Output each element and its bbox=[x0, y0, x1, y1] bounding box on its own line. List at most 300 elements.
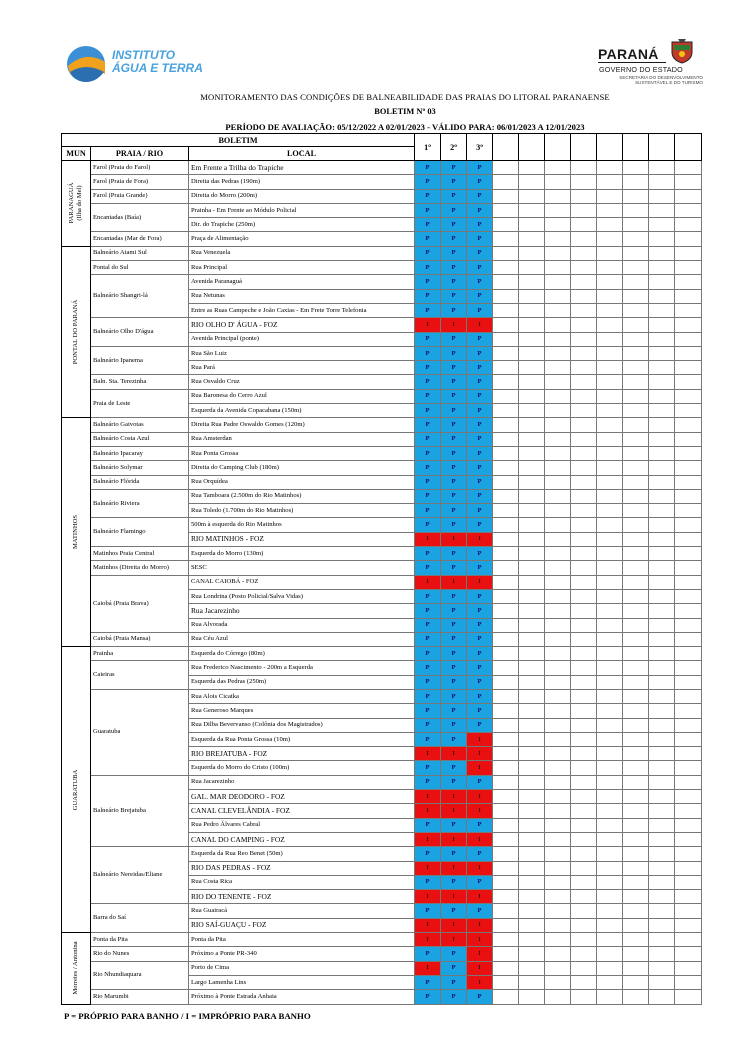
result-cell: P bbox=[415, 675, 441, 689]
empty-cell bbox=[675, 732, 702, 746]
result-cell: P bbox=[441, 332, 467, 346]
empty-cell bbox=[545, 875, 571, 889]
empty-cell bbox=[675, 861, 702, 875]
empty-cell bbox=[675, 432, 702, 446]
empty-cell bbox=[597, 346, 623, 360]
empty-cell bbox=[675, 832, 702, 846]
location-name: Rua Frederico Nascimento - 200m a Esquerda bbox=[189, 661, 415, 675]
result-cell: P bbox=[415, 704, 441, 718]
empty-cell bbox=[675, 475, 702, 489]
empty-cell bbox=[649, 832, 675, 846]
empty-cell bbox=[519, 246, 545, 260]
empty-cell bbox=[493, 661, 519, 675]
empty-cell bbox=[597, 632, 623, 646]
empty-cell bbox=[597, 275, 623, 289]
empty-cell bbox=[493, 947, 519, 961]
result-cell: P bbox=[441, 947, 467, 961]
empty-cell bbox=[623, 575, 649, 589]
empty-cell bbox=[493, 289, 519, 303]
empty-cell bbox=[493, 790, 519, 804]
empty-cell bbox=[493, 303, 519, 317]
location-name: CANAL DO CAMPING - FOZ bbox=[189, 832, 415, 846]
result-cell: I bbox=[467, 961, 493, 975]
location-name: Rua Venezuela bbox=[189, 246, 415, 260]
empty-cell bbox=[649, 604, 675, 618]
empty-cell bbox=[675, 446, 702, 460]
empty-cell bbox=[493, 904, 519, 918]
result-cell: P bbox=[415, 661, 441, 675]
empty-cell bbox=[623, 432, 649, 446]
empty-cell bbox=[519, 504, 545, 518]
empty-cell bbox=[649, 389, 675, 403]
beach-name: Rio do Nunes bbox=[91, 947, 189, 961]
empty-cell bbox=[649, 732, 675, 746]
result-cell: P bbox=[467, 518, 493, 532]
result-cell: P bbox=[415, 175, 441, 189]
empty-cell bbox=[571, 933, 597, 947]
legend: P = PRÓPRIO PARA BANHO / I = IMPRÓPRIO PARA BANHO bbox=[64, 1011, 311, 1021]
beach-name: Farol (Praia de Fora) bbox=[91, 175, 189, 189]
result-cell: I bbox=[441, 918, 467, 932]
empty-cell bbox=[519, 275, 545, 289]
empty-cell bbox=[597, 518, 623, 532]
location-name: Prainha - Em Frente ao Módulo Policial bbox=[189, 203, 415, 217]
result-cell: P bbox=[467, 346, 493, 360]
empty-cell bbox=[571, 547, 597, 561]
empty-cell bbox=[545, 218, 571, 232]
empty-cell bbox=[571, 218, 597, 232]
result-cell: I bbox=[467, 832, 493, 846]
result-cell: P bbox=[441, 432, 467, 446]
result-cell: P bbox=[441, 975, 467, 989]
empty-cell bbox=[493, 975, 519, 989]
empty-cell bbox=[675, 547, 702, 561]
empty-cell bbox=[623, 804, 649, 818]
empty-cell bbox=[623, 561, 649, 575]
result-cell: P bbox=[415, 261, 441, 275]
result-cell: I bbox=[415, 890, 441, 904]
empty-cell bbox=[623, 489, 649, 503]
parana-logo-divider bbox=[598, 62, 666, 63]
empty-cell bbox=[597, 890, 623, 904]
empty-cell bbox=[675, 761, 702, 775]
empty-cell bbox=[571, 718, 597, 732]
empty-cell bbox=[623, 718, 649, 732]
result-cell: I bbox=[441, 804, 467, 818]
empty-cell bbox=[623, 818, 649, 832]
result-cell: P bbox=[441, 346, 467, 360]
empty-cell bbox=[649, 303, 675, 317]
result-cell: P bbox=[441, 389, 467, 403]
empty-cell bbox=[571, 289, 597, 303]
empty-cell bbox=[623, 890, 649, 904]
empty-cell bbox=[649, 375, 675, 389]
empty-cell bbox=[519, 461, 545, 475]
result-cell: P bbox=[441, 647, 467, 661]
empty-cell bbox=[623, 504, 649, 518]
empty-cell bbox=[545, 361, 571, 375]
municipality-name: PONTAL DO PARANÁ bbox=[72, 299, 79, 365]
location-name: RIO MATINHOS - FOZ bbox=[189, 532, 415, 546]
empty-cell bbox=[493, 918, 519, 932]
iat-logo-line1: INSTITUTO bbox=[112, 48, 176, 62]
empty-cell bbox=[545, 489, 571, 503]
beach-name: Matinhos (Direita do Morro) bbox=[91, 561, 189, 575]
result-cell: P bbox=[467, 246, 493, 260]
empty-cell bbox=[675, 375, 702, 389]
table-row bbox=[62, 246, 702, 260]
result-cell: P bbox=[441, 161, 467, 175]
empty-cell bbox=[545, 732, 571, 746]
empty-cell bbox=[571, 418, 597, 432]
empty-cell bbox=[493, 575, 519, 589]
empty-cell bbox=[675, 661, 702, 675]
empty-cell bbox=[571, 904, 597, 918]
result-cell: P bbox=[415, 275, 441, 289]
result-cell: P bbox=[415, 775, 441, 789]
empty-cell bbox=[493, 832, 519, 846]
municipality-name: Morretes / Antonina bbox=[72, 941, 79, 995]
empty-cell bbox=[519, 661, 545, 675]
iat-logo bbox=[66, 40, 206, 84]
result-cell: P bbox=[441, 518, 467, 532]
parana-name: PARANÁ bbox=[598, 46, 659, 62]
location-name: Rua Alvorada bbox=[189, 618, 415, 632]
municipality-name: PARANAGUÁ (Ilha do Mel) bbox=[68, 182, 83, 224]
empty-cell bbox=[675, 718, 702, 732]
result-cell: P bbox=[415, 604, 441, 618]
empty-cell bbox=[675, 532, 702, 546]
empty-cell bbox=[571, 632, 597, 646]
location-name: CANAL CAIOBÁ - FOZ bbox=[189, 575, 415, 589]
empty-cell bbox=[649, 518, 675, 532]
beach-name: Caiobá (Praia Brava) bbox=[91, 575, 189, 632]
location-name: GAL. MAR DEODORO - FOZ bbox=[189, 790, 415, 804]
location-name: RIO SAÍ-GUAÇU - FOZ bbox=[189, 918, 415, 932]
empty-cell bbox=[675, 890, 702, 904]
empty-cell bbox=[597, 504, 623, 518]
result-cell: P bbox=[467, 446, 493, 460]
empty-col bbox=[649, 134, 675, 161]
empty-cell bbox=[597, 604, 623, 618]
empty-cell bbox=[493, 275, 519, 289]
location-name: Largo Lamenha Lins bbox=[189, 975, 415, 989]
result-cell: I bbox=[415, 804, 441, 818]
result-cell: P bbox=[467, 389, 493, 403]
empty-cell bbox=[623, 289, 649, 303]
document-title: MONITORAMENTO DAS CONDIÇÕES DE BALNEABILIDADE DAS PRAIAS DO LITORAL PARANAENSE bbox=[200, 92, 610, 102]
empty-cell bbox=[623, 203, 649, 217]
beach-name: Guaratuba bbox=[91, 689, 189, 775]
empty-cell bbox=[493, 418, 519, 432]
empty-cell bbox=[597, 203, 623, 217]
empty-cell bbox=[597, 246, 623, 260]
empty-cell bbox=[597, 404, 623, 418]
empty-cell bbox=[545, 675, 571, 689]
empty-cell bbox=[597, 432, 623, 446]
result-cell: P bbox=[441, 661, 467, 675]
empty-cell bbox=[493, 489, 519, 503]
result-cell: I bbox=[415, 933, 441, 947]
empty-cell bbox=[519, 161, 545, 175]
beach-name: Matinhos Praia Central bbox=[91, 547, 189, 561]
table-row bbox=[62, 547, 702, 561]
empty-cell bbox=[623, 246, 649, 260]
empty-cell bbox=[649, 589, 675, 603]
empty-cell bbox=[519, 747, 545, 761]
empty-cell bbox=[545, 790, 571, 804]
empty-cell bbox=[545, 618, 571, 632]
empty-cell bbox=[545, 561, 571, 575]
empty-cell bbox=[675, 461, 702, 475]
location-name: Avenida Paranaguá bbox=[189, 275, 415, 289]
empty-cell bbox=[545, 718, 571, 732]
empty-cell bbox=[571, 818, 597, 832]
empty-cell bbox=[623, 875, 649, 889]
empty-cell bbox=[571, 647, 597, 661]
result-cell: P bbox=[467, 547, 493, 561]
result-cell: I bbox=[467, 933, 493, 947]
empty-cell bbox=[571, 375, 597, 389]
empty-cell bbox=[675, 318, 702, 332]
mun-header: MUN bbox=[62, 147, 91, 161]
empty-cell bbox=[597, 661, 623, 675]
empty-cell bbox=[545, 832, 571, 846]
beach-name: Balneário Flamingo bbox=[91, 518, 189, 547]
empty-cell bbox=[493, 718, 519, 732]
table-row bbox=[62, 647, 702, 661]
empty-cell bbox=[571, 732, 597, 746]
parana-gov-logo bbox=[598, 38, 704, 94]
empty-cell bbox=[675, 604, 702, 618]
empty-cell bbox=[597, 804, 623, 818]
empty-cell bbox=[597, 489, 623, 503]
location-name: Rua Guairacá bbox=[189, 904, 415, 918]
empty-cell bbox=[597, 189, 623, 203]
empty-cell bbox=[519, 890, 545, 904]
municipality-cell bbox=[62, 933, 91, 1004]
empty-cell bbox=[597, 589, 623, 603]
municipality-cell bbox=[62, 418, 91, 647]
empty-cell bbox=[545, 632, 571, 646]
empty-cell bbox=[649, 361, 675, 375]
empty-cell bbox=[571, 875, 597, 889]
empty-cell bbox=[519, 175, 545, 189]
evaluation-period: PERÍODO DE AVALIAÇÃO: 05/12/2022 A 02/01/2023 - VÁLIDO PARA: 06/01/2023 A 12/01/2023 bbox=[225, 122, 585, 132]
result-cell: I bbox=[441, 318, 467, 332]
empty-cell bbox=[597, 961, 623, 975]
empty-cell bbox=[649, 904, 675, 918]
table-row bbox=[62, 175, 702, 189]
result-cell: I bbox=[441, 890, 467, 904]
parana-coat-of-arms-icon bbox=[668, 38, 696, 64]
location-name: RIO DO TENENTE - FOZ bbox=[189, 890, 415, 904]
empty-cell bbox=[545, 904, 571, 918]
empty-col bbox=[571, 134, 597, 161]
empty-cell bbox=[519, 547, 545, 561]
empty-cell bbox=[675, 904, 702, 918]
empty-cell bbox=[649, 418, 675, 432]
result-cell: I bbox=[415, 790, 441, 804]
empty-cell bbox=[597, 904, 623, 918]
empty-cell bbox=[571, 747, 597, 761]
result-cell: P bbox=[415, 761, 441, 775]
empty-cell bbox=[545, 575, 571, 589]
empty-cell bbox=[519, 432, 545, 446]
empty-cell bbox=[545, 475, 571, 489]
location-name: Ponta da Pita bbox=[189, 933, 415, 947]
beach-name: Balneário Nereidas/Eliane bbox=[91, 847, 189, 904]
empty-cell bbox=[545, 761, 571, 775]
empty-cell bbox=[623, 604, 649, 618]
table-row bbox=[62, 561, 702, 575]
empty-cell bbox=[545, 246, 571, 260]
table-row bbox=[62, 904, 702, 918]
result-cell: P bbox=[467, 289, 493, 303]
empty-cell bbox=[493, 747, 519, 761]
result-cell: P bbox=[441, 489, 467, 503]
empty-cell bbox=[571, 775, 597, 789]
empty-cell bbox=[493, 632, 519, 646]
empty-cell bbox=[675, 975, 702, 989]
empty-cell bbox=[519, 689, 545, 703]
empty-cell bbox=[649, 561, 675, 575]
empty-cell bbox=[493, 175, 519, 189]
result-cell: I bbox=[467, 975, 493, 989]
empty-cell bbox=[571, 489, 597, 503]
location-name: Direita Rua Padre Oswaldo Gomes (120m) bbox=[189, 418, 415, 432]
empty-cell bbox=[493, 461, 519, 475]
result-cell: P bbox=[415, 732, 441, 746]
result-cell: P bbox=[441, 218, 467, 232]
table-row bbox=[62, 318, 702, 332]
empty-cell bbox=[571, 861, 597, 875]
empty-cell bbox=[675, 232, 702, 246]
beach-name: Encantadas (Mar de Fora) bbox=[91, 232, 189, 246]
empty-cell bbox=[623, 361, 649, 375]
location-name: Próximo à Ponte Estrada Anhaia bbox=[189, 990, 415, 1004]
empty-cell bbox=[649, 875, 675, 889]
empty-cell bbox=[649, 861, 675, 875]
table-row bbox=[62, 518, 702, 532]
empty-cell bbox=[493, 933, 519, 947]
result-cell: P bbox=[415, 461, 441, 475]
result-cell: P bbox=[467, 189, 493, 203]
empty-cell bbox=[597, 303, 623, 317]
result-cell: P bbox=[467, 418, 493, 432]
empty-cell bbox=[597, 933, 623, 947]
result-cell: P bbox=[415, 332, 441, 346]
local-header: LOCAL bbox=[189, 147, 415, 161]
beach-name: Balneário Riviera bbox=[91, 489, 189, 518]
result-cell: P bbox=[467, 489, 493, 503]
result-cell: P bbox=[467, 218, 493, 232]
result-cell: P bbox=[441, 589, 467, 603]
result-cell: P bbox=[441, 475, 467, 489]
location-name: Rua Baronesa do Cerro Azul bbox=[189, 389, 415, 403]
empty-cell bbox=[545, 647, 571, 661]
empty-cell bbox=[649, 203, 675, 217]
empty-cell bbox=[597, 918, 623, 932]
result-cell: P bbox=[441, 732, 467, 746]
empty-cell bbox=[545, 818, 571, 832]
location-name: Direita do Morro (200m) bbox=[189, 189, 415, 203]
result-cell: P bbox=[415, 947, 441, 961]
empty-cell bbox=[571, 203, 597, 217]
empty-cell bbox=[545, 289, 571, 303]
result-cell: I bbox=[467, 804, 493, 818]
empty-cell bbox=[623, 689, 649, 703]
beach-name: Balneário Brejatuba bbox=[91, 775, 189, 846]
result-cell: I bbox=[441, 832, 467, 846]
empty-cell bbox=[545, 847, 571, 861]
result-cell: P bbox=[441, 504, 467, 518]
location-name: Rua Londrina (Posto Policial/Salva Vidas) bbox=[189, 589, 415, 603]
result-cell: P bbox=[467, 504, 493, 518]
result-cell: P bbox=[441, 189, 467, 203]
location-name: Esquerda das Pedras (250m) bbox=[189, 675, 415, 689]
empty-cell bbox=[675, 275, 702, 289]
empty-cell bbox=[493, 261, 519, 275]
result-cell: P bbox=[415, 618, 441, 632]
empty-cell bbox=[493, 704, 519, 718]
result-cell: P bbox=[441, 818, 467, 832]
empty-cell bbox=[571, 404, 597, 418]
result-cell: P bbox=[441, 303, 467, 317]
table-row bbox=[62, 418, 702, 432]
empty-cell bbox=[571, 475, 597, 489]
empty-cell bbox=[519, 990, 545, 1004]
result-cell: P bbox=[441, 775, 467, 789]
empty-cell bbox=[623, 861, 649, 875]
location-name: Rua Netunas bbox=[189, 289, 415, 303]
empty-cell bbox=[675, 647, 702, 661]
result-cell: P bbox=[467, 203, 493, 217]
location-name: Rua Osvaldo Cruz bbox=[189, 375, 415, 389]
result-cell: I bbox=[467, 732, 493, 746]
result-cell: I bbox=[441, 532, 467, 546]
empty-cell bbox=[493, 847, 519, 861]
location-name: Rua Céu Azul bbox=[189, 632, 415, 646]
result-cell: P bbox=[441, 261, 467, 275]
result-cell: P bbox=[441, 203, 467, 217]
empty-cell bbox=[597, 818, 623, 832]
empty-cell bbox=[623, 747, 649, 761]
empty-cell bbox=[571, 361, 597, 375]
empty-cell bbox=[623, 275, 649, 289]
empty-cell bbox=[649, 947, 675, 961]
empty-cell bbox=[649, 446, 675, 460]
empty-cell bbox=[493, 404, 519, 418]
empty-col bbox=[623, 134, 649, 161]
empty-cell bbox=[623, 675, 649, 689]
empty-cell bbox=[623, 332, 649, 346]
result-cell: P bbox=[441, 632, 467, 646]
beach-name: Rio Marumbi bbox=[91, 990, 189, 1004]
result-cell: P bbox=[441, 175, 467, 189]
empty-cell bbox=[545, 404, 571, 418]
empty-cell bbox=[571, 847, 597, 861]
table-row bbox=[62, 346, 702, 360]
empty-cell bbox=[493, 346, 519, 360]
empty-cell bbox=[597, 375, 623, 389]
empty-cell bbox=[649, 818, 675, 832]
parana-secretariat-label: SECRETARIA DO DESENVOLVIMENTO SUSTENTÁVEL E DO TURISMO bbox=[619, 75, 703, 86]
beach-name: Farol (Praia Grande) bbox=[91, 189, 189, 203]
empty-cell bbox=[571, 604, 597, 618]
empty-cell bbox=[493, 732, 519, 746]
empty-cell bbox=[571, 975, 597, 989]
